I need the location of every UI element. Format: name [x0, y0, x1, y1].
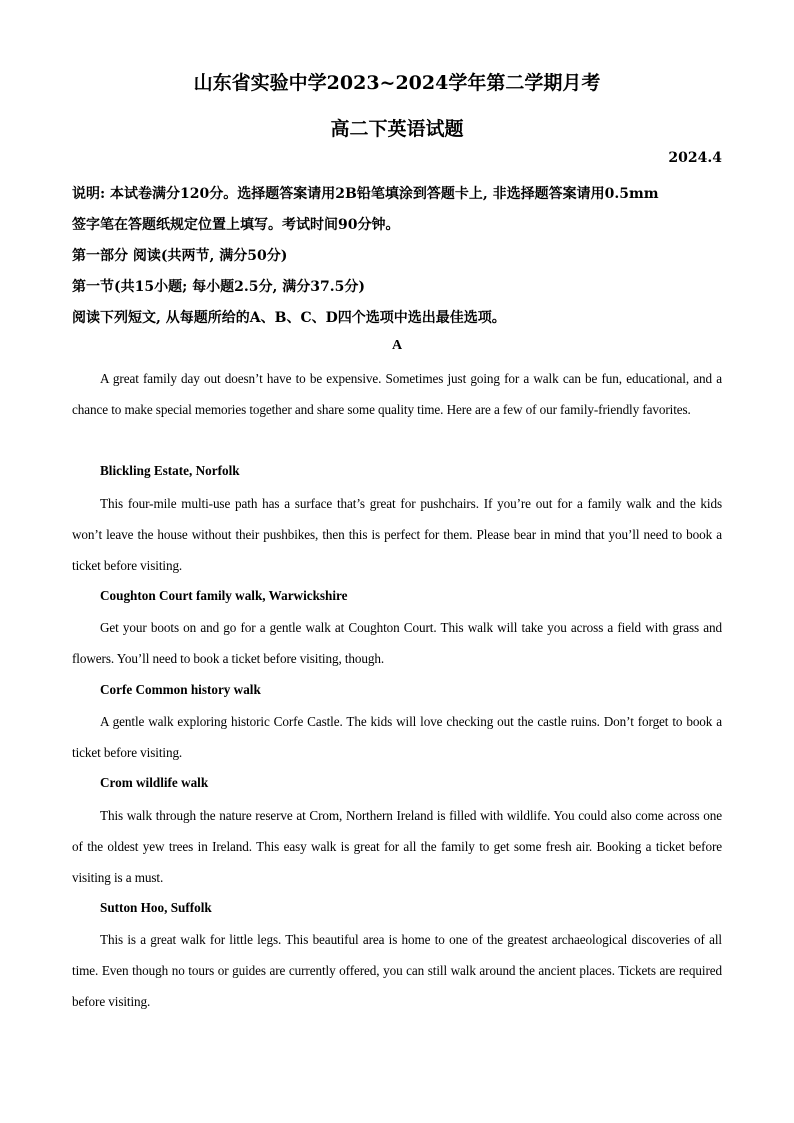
item-text-blickling-body: This four-mile multi-use path has a surface that’s great for pushchairs. If you’re out for a family walk and the kids won’t leave the house without their pushbikes, then this is perfect for them. Please bear in mind that you’ll need to book a ticket before visiting. — [72, 496, 722, 574]
instruction-note-line2: 签字笔在答题纸规定位置上填写。考试时间90分钟。 — [72, 217, 400, 233]
section1-heading: 第一节(共15小题; 每小题2.5分, 满分37.5分) — [72, 279, 365, 295]
item-heading-crom: Crom wildlife walk — [100, 775, 209, 790]
exam-date: 2024.4 — [668, 150, 722, 166]
item-text-corfe-body: A gentle walk exploring historic Corfe Castle. The kids will love checking out the castle ruins. Don’t forget to book a ticket before visiting. — [72, 714, 722, 761]
item-heading-corfe: Corfe Common history walk — [100, 682, 261, 697]
item-text-sutton-body: This is a great walk for little legs. This beautiful area is home to one of the greatest archaeological discoveries of all time. Even though no tours or guides are currently offered, you can still walk around the ancient places. Tickets are required before visiting. — [72, 932, 722, 1010]
item-text-coughton-body: Get your boots on and go for a gentle walk at Coughton Court. This walk will take you across a field with grass and flowers. You’ll need to book a ticket before visiting, though. — [72, 620, 722, 667]
item-text-sutton — [72, 924, 722, 1018]
item-text-crom-body: This walk through the nature reserve at Crom, Northern Ireland is filled with wildlife. You could also come across one of the oldest yew trees in Ireland. This easy walk is great for all the family to get some fresh air. Booking a ticket before visiting is a must. — [72, 808, 722, 886]
item-heading-blickling: Blickling Estate, Norfolk — [100, 463, 240, 478]
part1-heading: 第一部分 阅读(共两节, 满分50分) — [72, 248, 288, 264]
passage-intro — [72, 363, 722, 425]
reading-directions: 阅读下列短文, 从每题所给的A、B、C、D四个选项中选出最佳选项。 — [72, 310, 506, 326]
exam-subtitle: 高二下英语试题 — [330, 118, 464, 140]
item-text-crom — [72, 800, 722, 894]
instruction-note-line1: 说明: 本试卷满分120分。选择题答案请用2B铅笔填涂到答题卡上, 非选择题答案请用0.5mm — [72, 186, 659, 202]
item-text-blickling — [72, 488, 722, 582]
item-heading-sutton: Sutton Hoo, Suffolk — [100, 900, 212, 915]
item-text-corfe — [72, 706, 722, 768]
passage-intro-text: A great family day out doesn’t have to be expensive. Sometimes just going for a walk can be fun, educational, and a chance to make special memories together and share some quality time. Here are a few of our family-friendly favorites. — [72, 371, 722, 418]
passage-label: A — [391, 338, 403, 353]
item-text-coughton — [72, 612, 722, 674]
item-heading-coughton: Coughton Court family walk, Warwickshire — [100, 588, 348, 603]
exam-title: 山东省实验中学2023~2024学年第二学期月考 — [193, 72, 601, 94]
